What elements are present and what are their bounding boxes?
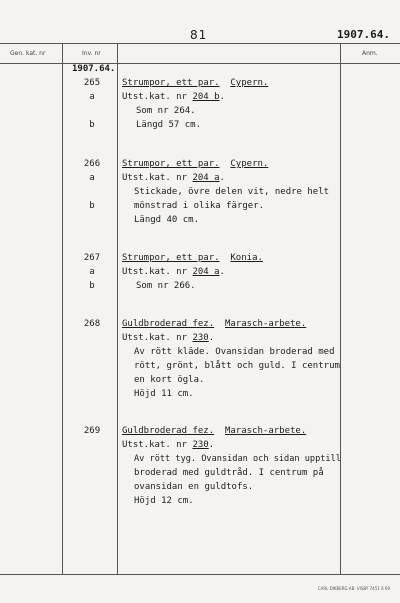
header-anm: Anm.: [362, 50, 378, 57]
description-line: en kort ögla.: [134, 375, 205, 385]
entry-title: [122, 77, 268, 89]
title-part: Strumpor, ett par.: [122, 78, 220, 88]
sub-label: b: [89, 120, 95, 130]
sub-label: b: [89, 201, 95, 211]
reference-number: 1907.64.: [337, 28, 390, 41]
catalogue-ref: [122, 332, 214, 344]
header-gen-kat-nr: Gen. kat. nr: [10, 50, 46, 57]
sub-label: a: [89, 92, 95, 102]
inv-number: 265: [83, 78, 101, 88]
catalogue-prefix: Utst.kat. nr: [122, 92, 193, 102]
catalogue-number: 230: [192, 440, 209, 450]
description-line: rött, grönt, blått och guld. I centrum: [134, 361, 340, 371]
sub-label: a: [89, 267, 95, 277]
inv-number: 269: [83, 426, 101, 436]
title-part: Strumpor, ett par.: [122, 253, 220, 263]
catalogue-prefix: Utst.kat. nr: [122, 440, 193, 450]
catalogue-suffix: .: [208, 440, 215, 450]
catalogue-number: 230: [192, 333, 209, 343]
page-number: 81: [190, 28, 208, 42]
column-divider: [62, 43, 63, 575]
entry-title: [122, 158, 268, 170]
description-line: Av rött tyg. Ovansidan och sidan upptill: [134, 454, 341, 464]
sub-label: b: [89, 281, 95, 291]
catalogue-ref: [122, 266, 225, 278]
catalogue-ref: [122, 91, 225, 103]
title-part: Marasch-arbete.: [224, 426, 307, 436]
header-inv-nr: Inv. nr: [82, 50, 101, 57]
description-line: Som nr 266.: [136, 281, 196, 291]
year-heading: 1907.64.: [72, 64, 116, 74]
catalogue-suffix: .: [219, 267, 225, 277]
entry-title: [122, 318, 306, 330]
catalogue-ref: [122, 172, 225, 184]
description-line: Längd 57 cm.: [136, 120, 202, 130]
entry-title: [122, 425, 306, 437]
description-line: broderad med guldtråd. I centrum på: [134, 468, 324, 478]
title-part: Cypern.: [230, 159, 269, 169]
catalogue-suffix: .: [219, 92, 225, 102]
sub-label: a: [89, 173, 95, 183]
column-divider: [340, 43, 341, 575]
catalogue-prefix: Utst.kat. nr: [122, 173, 193, 183]
column-divider: [117, 43, 118, 575]
inv-number: 267: [83, 253, 101, 263]
description-line: ovansidan en guldtofs.: [134, 482, 254, 492]
inv-number: 268: [83, 319, 101, 329]
title-part: Cypern.: [230, 78, 269, 88]
entry-title: [122, 252, 263, 264]
description-line: Längd 40 cm.: [134, 215, 200, 225]
title-part: Guldbroderad fez.: [122, 319, 215, 329]
catalogue-suffix: .: [208, 333, 215, 343]
catalogue-number: 204 a: [192, 267, 220, 277]
bottom-rule: [0, 574, 400, 575]
description-line: Höjd 11 cm.: [134, 389, 194, 399]
catalogue-prefix: Utst.kat. nr: [122, 267, 193, 277]
catalogue-suffix: .: [219, 173, 225, 183]
description-line: Som nr 264.: [136, 106, 196, 116]
printer-mark: CARL DIKBERG AB. VISBY 7451 6 69: [317, 586, 390, 591]
description-line: Stickade, övre delen vit, nedre helt: [134, 187, 330, 197]
title-part: Konia.: [230, 253, 263, 263]
description-line: Av rött kläde. Ovansidan broderad med: [134, 347, 335, 357]
description-line: mönstrad i olika färger.: [134, 201, 265, 211]
catalogue-number: 204 b: [192, 92, 220, 102]
catalogue-number: 204 a: [192, 173, 220, 183]
title-part: Strumpor, ett par.: [122, 159, 220, 169]
title-part: Marasch-arbete.: [224, 319, 307, 329]
title-part: Guldbroderad fez.: [122, 426, 215, 436]
description-line: Höjd 12 cm.: [134, 496, 194, 506]
catalogue-ref: [122, 439, 214, 451]
catalogue-prefix: Utst.kat. nr: [122, 333, 193, 343]
inv-number: 266: [83, 159, 101, 169]
